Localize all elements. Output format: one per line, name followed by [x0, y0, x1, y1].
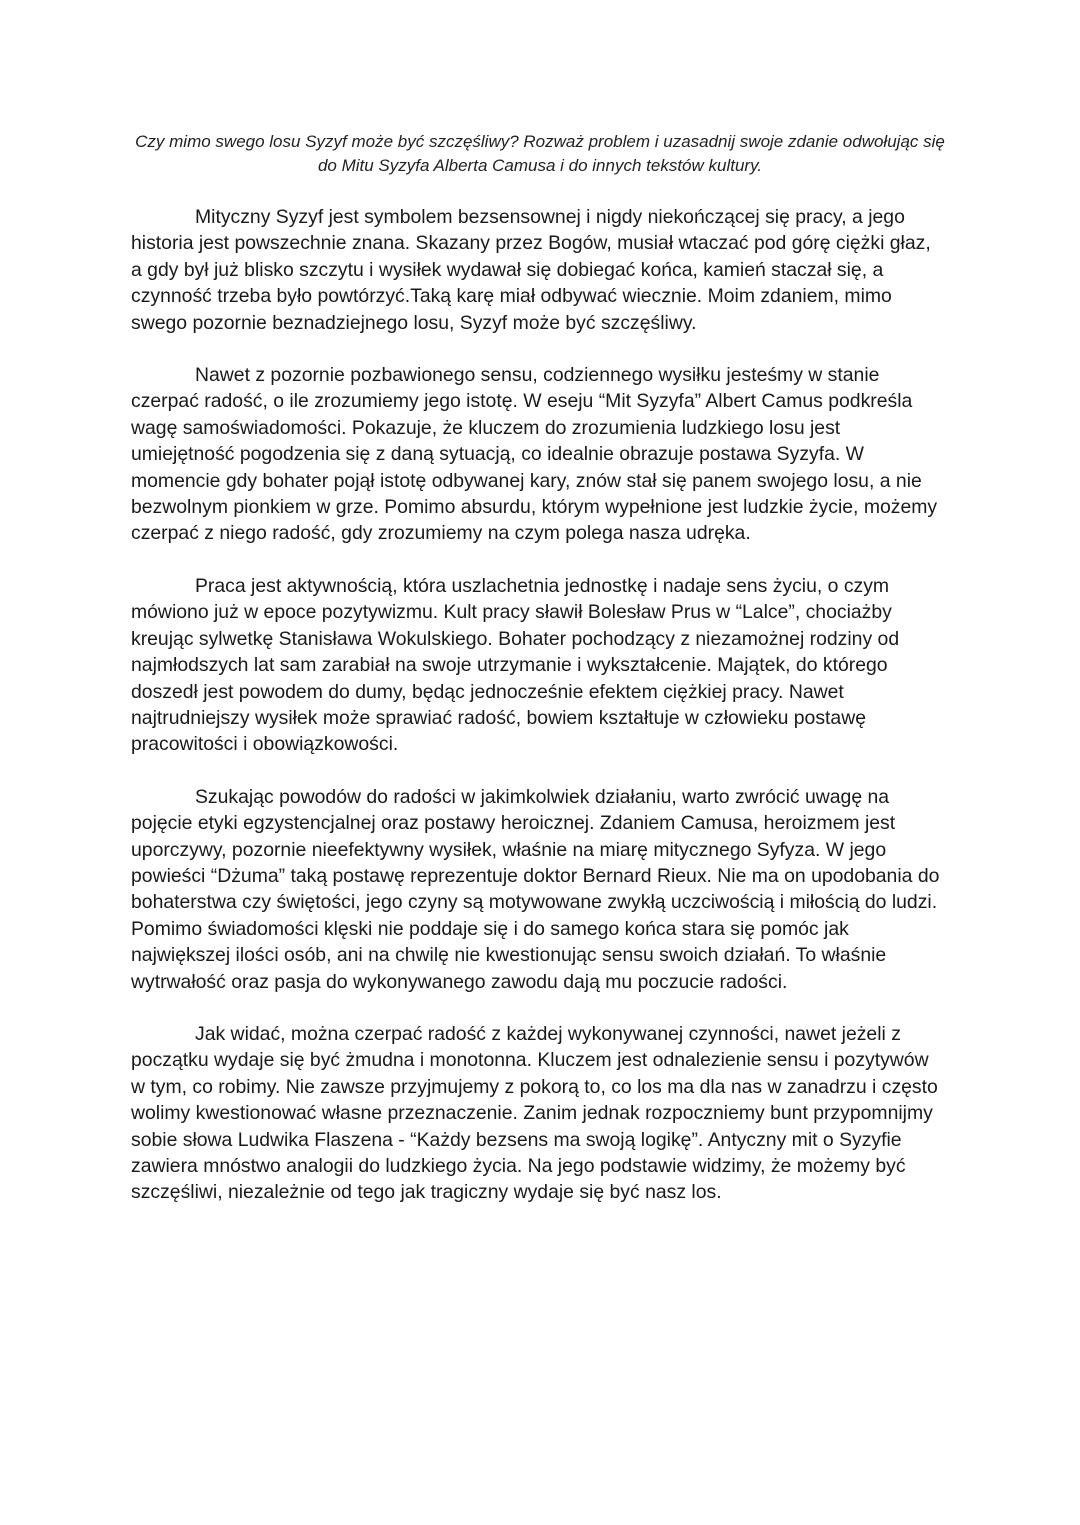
paragraph-camus-argument: Nawet z pozornie pozbawionego sensu, codziennego wysiłku jesteśmy w stanie czerpać radość, o ile zrozumiemy jego istotę. W eseju “Mit Syzyfa” Albert Camus podkreśla wagę samoświadomości. Pokazuje, że kluczem do zrozumienia ludzkiego losu jest umiejętność pogodzenia się z daną sytuacją, co idealnie obrazuje postawa Syzyfa. W momencie gdy bohater pojął istotę odbywanej kary, znów stał się panem swojego losu, a nie bezwolnym pionkiem w grze. Pomimo absurdu, którym wypełnione jest ludzkie życie, możemy czerpać z niego radość, gdy zrozumiemy na czym polega nasza udręka. — [131, 364, 938, 545]
paragraph-lalka-argument: Praca jest aktywnością, która uszlachetnia jednostkę i nadaje sens życiu, o czym mówiono już w epoce pozytywizmu. Kult pracy sławił Bolesław Prus w “Lalce”, chociażby kreując sylwetkę Stanisława Wokulskiego. Bohater pochodzący z niezamożnej rodziny od najmłodszych lat sam zarabiał na swoje utrzymanie i wykształcenie. Majątek, do którego doszedł jest powodem do dumy, będąc jednocześnie efektem ciężkiej pracy. Nawet najtrudniejszy wysiłek może sprawiać radość, bowiem kształtuje w człowieku postawę pracowitości i obowiązkowości. — [131, 574, 900, 756]
paragraph-conclusion: Jak widać, można czerpać radość z każdej wykonywanej czynności, nawet jeżeli z początku wydaje się być żmudna i monotonna. Kluczem jest odnalezienie sensu i pozytywów w tym, co robimy. Nie zawsze przyjmujemy z pokorą to, co los ma dla nas w zanadrzu i często wolimy kwestionować własne przeznaczenie. Zanim jednak rozpoczniemy bunt przypomnijmy sobie słowa Ludwika Flaszena - “Każdy bezsens ma swoją logikę”. Antyczny mit o Syzyfie zawiera mnóstwo analogii do ludzkiego życia. Na jego podstawie widzimy, że możemy być szczęśliwi, niezależnie od tego jak tragiczny wydaje się być nasz los. — [131, 1022, 938, 1204]
essay-body — [131, 204, 943, 1232]
essay-title: Czy mimo swego losu Syzyf może być szczęśliwy? Rozważ problem i uzasadnij swoje zdanie odwołując się do Mitu Syzyfa Alberta Camusa i do innych tekstów kultury. — [135, 132, 945, 175]
paragraph-intro: Mityczny Syzyf jest symbolem bezsensownej i nigdy niekończącej się pracy, a jego historia jest powszechnie znana. Skazany przez Bogów, musiał wtaczać pod górę ciężki głaz, a gdy był już blisko szczytu i wysiłek wydawał się dobiegać końca, kamień staczał się, a czynność trzeba było powtórzyć.Taką karę miał odbywać wiecznie. Moim zdaniem, mimo swego pozornie beznadziejnego losu, Syzyf może być szczęśliwy. — [131, 206, 931, 334]
paragraph-dzuma-argument: Szukając powodów do radości w jakimkolwiek działaniu, warto zwrócić uwagę na pojęcie etyki egzystencjalnej oraz postawy heroicznej. Zdaniem Camusa, heroizmem jest uporczywy, pozornie nieefektywny wysiłek, właśnie na miarę mitycznego Syfyza. W jego powieści “Dżuma” taką postawę reprezentuje doktor Bernard Rieux. Nie ma on upodobania do bohaterstwa czy świętości, jego czyny są motywowane zwykłą uczciwością i miłością do ludzi. Pomimo świadomości klęski nie poddaje się i do samego końca stara się pomóc jak największej ilości osób, ani na chwilę nie kwestionując sensu swoich działań. To właśnie wytrwałość oraz pasja do wykonywanego zawodu dają mu poczucie radości. — [131, 785, 940, 993]
